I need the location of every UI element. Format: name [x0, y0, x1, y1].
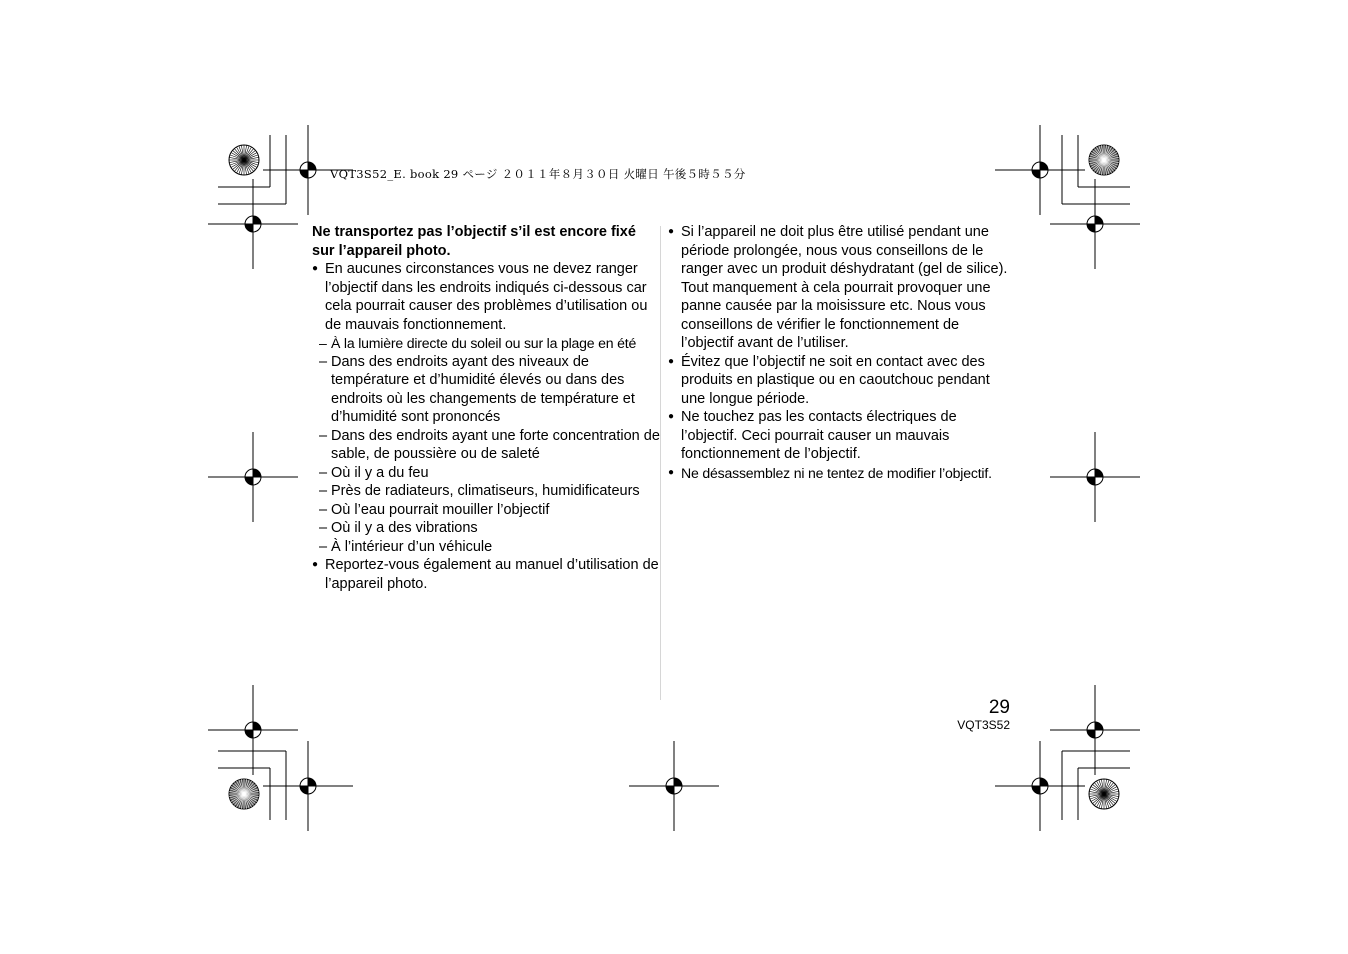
model-code: VQT3S52 [957, 718, 1010, 732]
right-column [668, 223, 1008, 482]
crosshair-mark-icon [263, 741, 353, 831]
bullet-item: ● Reportez-vous également au manuel d’utilisation de l’appareil photo. [312, 556, 660, 593]
print-file-header: VQT3S52_E. book 29 ページ ２０１１年８月３０日 火曜日 午後５時５５分 [330, 167, 746, 181]
dash-item: – À la lumière directe du soleil ou sur la plage en été [312, 334, 660, 353]
dash-item: – Dans des endroits ayant une forte concentration de sable, de poussière ou de saleté [312, 427, 660, 464]
starburst-mark-icon [1089, 145, 1119, 175]
crosshair-mark-icon [995, 125, 1085, 215]
page-number: 29 [988, 697, 1010, 718]
starburst-mark-icon [229, 145, 259, 175]
dash-item: – Où il y a des vibrations [312, 519, 660, 538]
crosshair-mark-icon [629, 741, 719, 831]
crosshair-mark-icon [1050, 432, 1140, 522]
dash-item: – Où l’eau pourrait mouiller l’objectif [312, 501, 660, 520]
dash-item: – Dans des endroits ayant des niveaux de température et d’humidité élevés ou dans des endroits où les changements de température et d’humidité sont prononcés [312, 353, 660, 427]
starburst-mark-icon [1089, 779, 1119, 809]
bullet-item: ● En aucunes circonstances vous ne devez ranger l’objectif dans les endroits indiqués ci-dessous car cela pourrait causer des problèmes d’utilisation ou de mauvais fonctionnement. [312, 260, 660, 334]
bullet-item: ● Évitez que l’objectif ne soit en contact avec des produits en plastique ou en caoutchouc pendant une longue période. [668, 353, 1008, 409]
bullet-item: ● Ne touchez pas les contacts électriques de l’objectif. Ceci pourrait causer un mauvais fonctionnement de l’objectif. [668, 408, 1008, 464]
crosshair-mark-icon [208, 432, 298, 522]
section-heading: Ne transportez pas l’objectif s’il est encore fixé sur l’appareil photo. [312, 224, 636, 259]
starburst-mark-icon [229, 779, 259, 809]
dash-item: – À l’intérieur d’un véhicule [312, 538, 660, 557]
dash-item: – Où il y a du feu [312, 464, 660, 483]
crosshair-mark-icon [995, 741, 1085, 831]
bullet-item: ● Si l’appareil ne doit plus être utilisé pendant une période prolongée, nous vous conseillons de le ranger avec un produit déshydratant (gel de silice). Tout manquement à cela pourrait provoquer une panne causée par la moisissure etc. Nous vous conseillons de vérifier le fonctionnement de l’objectif avant de l’utiliser. [668, 223, 1008, 353]
crosshair-mark-icon [1050, 685, 1140, 775]
dash-item: – Près de radiateurs, climatiseurs, humidificateurs [312, 482, 660, 501]
crosshair-mark-icon [1050, 179, 1140, 269]
column-divider [660, 226, 661, 700]
crosshair-mark-icon [208, 685, 298, 775]
bullet-item: ● Ne désassemblez ni ne tentez de modifier l’objectif. [668, 464, 1008, 483]
crosshair-mark-icon [208, 179, 298, 269]
left-column [312, 223, 660, 593]
